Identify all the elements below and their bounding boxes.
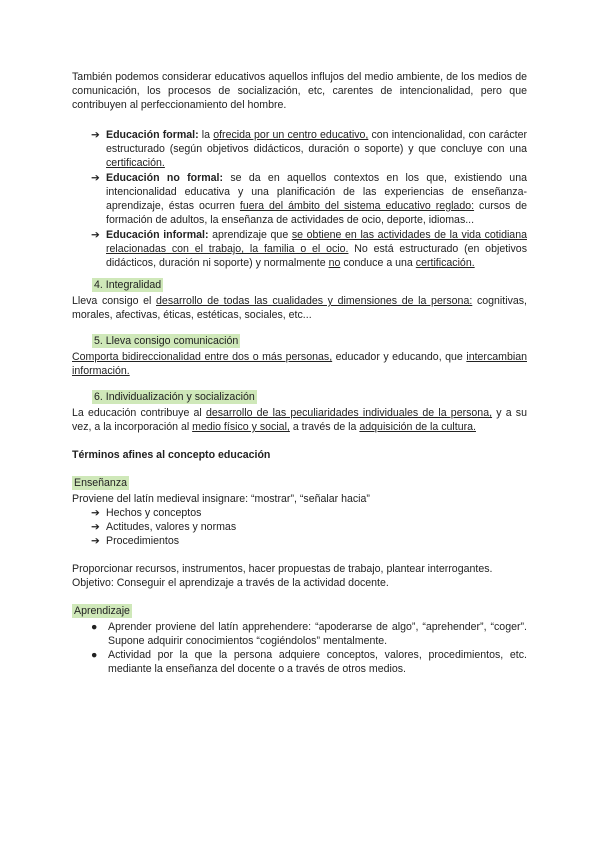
paragraph: Proporcionar recursos, instrumentos, hacer propuestas de trabajo, plantear interrogantes. — [72, 563, 493, 575]
list-item: ➔ Procedimientos — [91, 535, 180, 547]
arrow-icon: ➔ — [91, 521, 100, 533]
bullet-icon: ● — [91, 621, 98, 633]
arrow-icon: ➔ — [91, 535, 100, 547]
arrow-icon: ➔ — [91, 129, 100, 141]
document-page — [72, 70, 527, 676]
section-heading: 5. Lleva consigo comunicación — [94, 335, 239, 347]
list-item: ➔ Hechos y conceptos — [91, 507, 202, 519]
list-item-formal: ➔ Educación formal: la ofrecida por un centro educativo, con intencionalidad, con carácter estructurado (según objetivos didácticos, duración o soporte) y que concluye con una certificación. — [91, 129, 528, 169]
section-heading: 6. Individualización y socialización — [94, 391, 255, 403]
list-item: ● Actividad por la que la persona adquiere conceptos, valores, procedimientos, etc. mediante la enseñanza del docente o a través de otros medios. — [91, 649, 527, 675]
section-comunicacion — [72, 334, 527, 378]
bullet-icon: ● — [91, 649, 98, 661]
education-types-list — [72, 128, 527, 270]
terms-title: Términos afines al concepto educación — [72, 449, 271, 461]
list-item-informal: ➔ Educación informal: aprendizaje que se obtiene en las actividades de la vida cotidiana relacionadas con el trabajo, la familia o el ocio. No está estructurado (en objetivos didácticos, duración ni soporte) y normalmente no conduce a una certificación. — [91, 229, 527, 269]
intro-paragraph: También podemos considerar educativos aquellos influjos del medio ambiente, de los medios de comunicación, los procesos de socialización, etc, carentes de intencionalidad, pero que contribuyen al perfeccionamiento del hombre. — [72, 71, 527, 111]
section-heading: Enseñanza — [74, 477, 128, 489]
list-item: ➔ Actitudes, valores y normas — [91, 521, 237, 533]
section-heading: Aprendizaje — [74, 605, 130, 617]
section-aprendizaje — [72, 604, 527, 676]
aprendizaje-list — [72, 620, 527, 676]
section-ensenanza — [72, 476, 527, 590]
arrow-icon: ➔ — [91, 229, 100, 241]
paragraph: Objetivo: Conseguir el aprendizaje a través de la actividad docente. — [72, 577, 389, 589]
list-item-no-formal: ➔ Educación no formal: se da en aquellos contextos en los que, existiendo una intencionalidad educativa y una planificación de las experiencias de enseñanza-aprendizaje, éstas ocurren fuera del ámbito del sistema educativo reglado: cursos de formación de adultos, la enseñanza de actividades de ocio, deporte, idiomas... — [91, 172, 527, 226]
section-body: Comporta bidireccionalidad entre dos o más personas, educador y educando, que intercambian información. — [72, 351, 527, 377]
section-heading: 4. Integralidad — [94, 279, 162, 291]
ensenanza-list — [72, 506, 527, 548]
list-item: ● Aprender proviene del latín apprehendere: “apoderarse de algo”, “aprehender”, “coger”. Supone adquirir conocimientos “cogiéndolos” mentalmente. — [91, 621, 527, 647]
section-integralidad — [72, 278, 527, 322]
section-body: La educación contribuye al desarrollo de las peculiaridades individuales de la persona, y a su vez, a la incorporación al medio físico y social, a través de la adquisición de la cultura. — [72, 407, 527, 433]
section-body: Lleva consigo el desarrollo de todas las cualidades y dimensiones de la persona: cognitivas, morales, afectivas, éticas, estéticas, sociales, etc... — [72, 295, 527, 321]
arrow-icon: ➔ — [91, 507, 100, 519]
arrow-icon: ➔ — [91, 172, 100, 184]
section-individualizacion — [72, 390, 527, 434]
origin-text: Proviene del latín medieval insignare: “mostrar”, “señalar hacia” — [72, 493, 370, 505]
